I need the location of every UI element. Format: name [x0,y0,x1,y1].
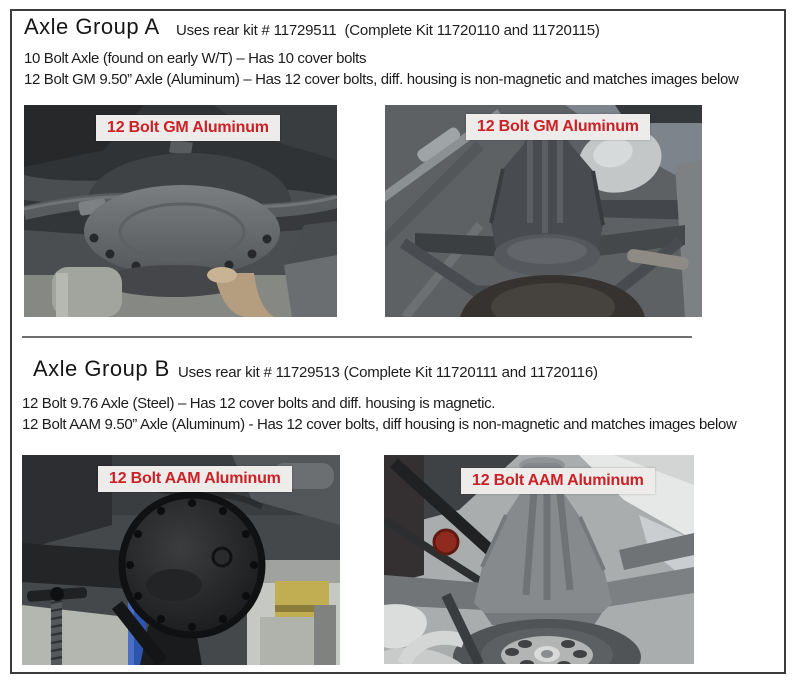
section-a-kit-info: Uses rear kit # 11729511 (Complete Kit 11720110 and 11720115) [176,22,600,39]
photo-aam-aluminum-cover [22,455,340,665]
section-b-line-2: 12 Bolt AAM 9.50” Axle (Aluminum) - Has 12 cover bolts, diff housing is non-magnetic and matches images below [22,416,737,433]
photo-gm-aluminum-rear [385,105,702,317]
section-b-title: Axle Group B [33,356,170,381]
section-b-kit-info: Uses rear kit # 11729513 (Complete Kit 11720111 and 11720116) [178,364,598,381]
section-a-line-2: 12 Bolt GM 9.50” Axle (Aluminum) – Has 12 cover bolts, diff. housing is non-magnetic and matches images below [24,71,739,88]
section-a-line-1: 10 Bolt Axle (found on early W/T) – Has 10 cover bolts [24,50,367,67]
photo-a-right-label: 12 Bolt GM Aluminum [466,114,650,140]
page-border [10,9,786,674]
photo-a-left-label: 12 Bolt GM Aluminum [96,115,280,141]
section-a-title: Axle Group A [24,14,160,39]
photo-gm-aluminum-front [24,105,337,317]
photo-b-left-label: 12 Bolt AAM Aluminum [98,466,292,492]
photo-b-right-label: 12 Bolt AAM Aluminum [461,468,655,494]
section-b-line-1: 12 Bolt 9.76 Axle (Steel) – Has 12 cover bolts and diff. housing is magnetic. [22,395,496,412]
section-divider [22,336,692,338]
photo-aam-aluminum-rear [384,455,694,664]
